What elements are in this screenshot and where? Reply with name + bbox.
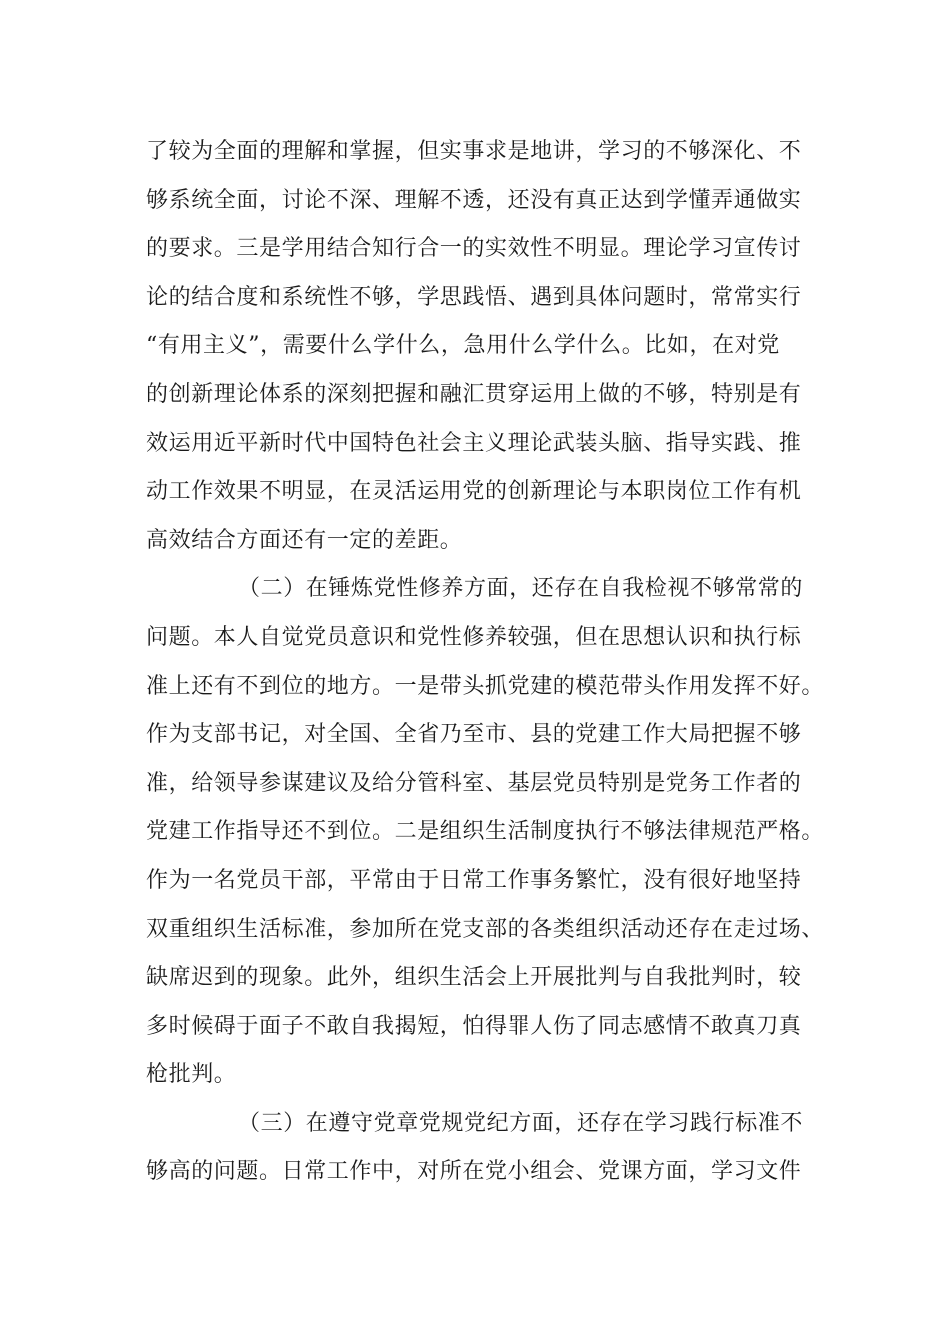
text-line: 多时候碍于面子不敢自我揭短，怕得罪人伤了同志感情不敢真刀真 [146, 1013, 802, 1039]
text-line: 作为一名党员干部，平常由于日常工作事务繁忙，没有很好地坚持 [146, 867, 802, 893]
section-heading-line: （三）在遵守党章党规党纪方面，还存在学习践行标准不 [238, 1110, 804, 1136]
text-line: 了较为全面的理解和掌握，但实事求是地讲，学习的不够深化、不 [146, 139, 802, 164]
text-line: 效运用近平新时代中国特色社会主义理论武装头脑、指导实践、推 [146, 430, 802, 456]
document-body [146, 128, 826, 1197]
text-line: 论的结合度和系统性不够，学思践悟、遇到具体问题时，常常实行 [146, 284, 802, 310]
section-heading-line: （二）在锤炼党性修养方面，还存在自我检视不够常常的 [238, 576, 804, 602]
text-line: 准上还有不到位的地方。一是带头抓党建的模范带头作用发挥不好。 [146, 673, 825, 699]
text-line: 问题。本人自觉党员意识和党性修养较强，但在思想认识和执行标 [146, 624, 802, 650]
text-line: 双重组织生活标准，参加所在党支部的各类组织活动还存在走过场、 [146, 916, 825, 942]
text-line: 缺席迟到的现象。此外，组织生活会上开展批判与自我批判时，较 [146, 965, 802, 991]
text-line: 准，给领导参谋建议及给分管科室、基层党员特别是党务工作者的 [146, 770, 802, 796]
text-line: 动工作效果不明显，在灵活运用党的创新理论与本职岗位工作有机 [146, 479, 802, 505]
text-line: 枪批判。 [146, 1062, 237, 1088]
text-line: 的创新理论体系的深刻把握和融汇贯穿运用上做的不够，特别是有 [146, 381, 802, 407]
text-line: 够系统全面，讨论不深、理解不透，还没有真正达到学懂弄通做实 [146, 187, 802, 213]
text-line: 作为支部书记，对全国、全省乃至市、县的党建工作大局把握不够 [146, 722, 802, 748]
text-line: 党建工作指导还不到位。二是组织生活制度执行不够法律规范严格。 [146, 819, 825, 845]
text-line: 够高的问题。日常工作中，对所在党小组会、党课方面，学习文件 [146, 1159, 802, 1185]
text-line: “有用主义”，需要什么学什么，急用什么学什么。比如，在对党 [146, 333, 780, 359]
text-line: 高效结合方面还有一定的差距。 [146, 527, 463, 553]
text-line: 的要求。三是学用结合知行合一的实效性不明显。理论学习宣传讨 [146, 236, 802, 262]
